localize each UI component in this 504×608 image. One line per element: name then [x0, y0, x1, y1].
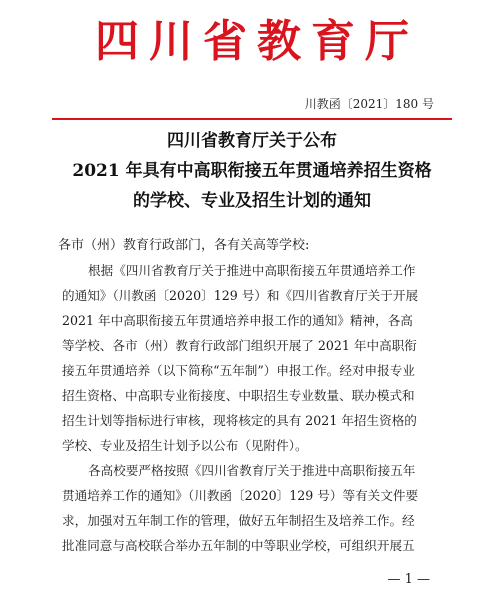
body-line: 2021 年中高职衔接五年贯通培养申报工作的通知》精神，各高 — [62, 313, 413, 328]
body-line: 招生计划等指标进行审核，现将核定的具有 2021 年招生资格的 — [62, 413, 417, 428]
body-line: 学校、专业及招生计划予以公布（见附件）。 — [62, 438, 308, 453]
body-line: 的通知》（川教函〔2020〕129 号）和《四川省教育厅关于开展 — [62, 288, 419, 303]
body-line: 批准同意与高校联合举办五年制的中等职业学校，可组织开展五 — [62, 538, 415, 553]
body-line: 各高校要严格按照《四川省教育厅关于推进中高职衔接五年 — [88, 463, 416, 478]
notice-title-line-2: 2021 年具有中高职衔接五年贯通培养招生资格 — [72, 161, 432, 181]
masthead-title: 四川省教育厅 — [95, 16, 419, 67]
page-number: — 1 — — [387, 572, 430, 587]
notice-title-line-1: 四川省教育厅关于公布 — [167, 131, 337, 151]
salutation: 各市（州）教育行政部门，各有关高等学校: — [58, 238, 310, 253]
body-line: 求，加强对五年制工作的管理，做好五年制招生及培养工作。经 — [62, 513, 415, 528]
body-line: 接五年贯通培养（以下简称“五年制”）申报工作。经对申报专业 — [62, 363, 415, 378]
body-line: 等学校、各市（州）教育行政部门组织开展了 2021 年中高职衔 — [62, 338, 417, 353]
body-line: 根据《四川省教育厅关于推进中高职衔接五年贯通培养工作 — [88, 263, 416, 278]
notice-title-line-3: 的学校、专业及招生计划的通知 — [133, 191, 371, 211]
body-line: 贯通培养工作的通知》（川教函〔2020〕129 号）等有关文件要 — [62, 488, 419, 503]
body-line: 招生资格、中高职专业衔接度、中职招生专业数量、联办模式和 — [62, 388, 415, 403]
red-divider-line — [52, 118, 452, 120]
document-number: 川教函〔2021〕180 号 — [304, 97, 434, 111]
